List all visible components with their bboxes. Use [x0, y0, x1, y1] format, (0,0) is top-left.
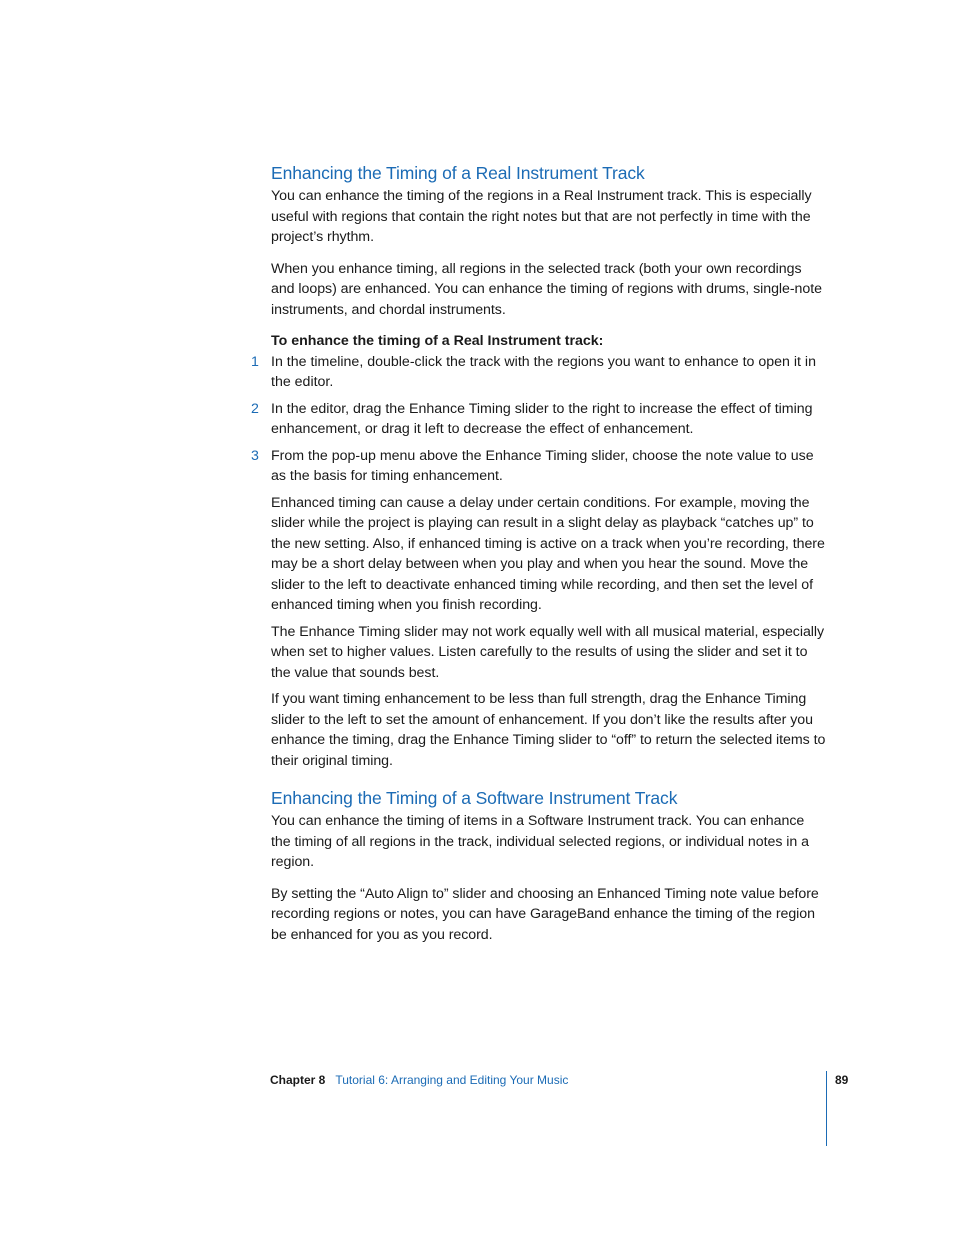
body-paragraph: You can enhance the timing of items in a Software Instrument track. You can enhance the timing of all regions in the track, individual selected regions, or individual notes in a region.	[271, 813, 809, 870]
footer-chapter-title: Tutorial 6: Arranging and Editing Your Music	[335, 1073, 569, 1087]
body-paragraph: If you want timing enhancement to be less than full strength, drag the Enhance Timing slider to the left to set the amount of enhancement. If you don’t like the results after you enhance the timing, drag the Enhance Timing slider to “off” to return the selected items to their original timing.	[271, 691, 826, 769]
page-footer	[270, 1071, 568, 1089]
footer-chapter: Chapter 8	[270, 1073, 326, 1087]
footer-divider	[826, 1071, 827, 1146]
section-heading-software-instrument: Enhancing the Timing of a Software Instrument Track	[271, 788, 678, 808]
task-label: To enhance the timing of a Real Instrument track:	[271, 333, 604, 349]
body-paragraph: By setting the “Auto Align to” slider and choosing an Enhanced Timing note value before recording regions or notes, you can have GarageBand enhance the timing of the region be enhanced for you as you record.	[271, 885, 819, 943]
body-paragraph: The Enhance Timing slider may not work equally well with all musical material, especially when set to higher values. Listen carefully to the results of using the slider and set it to the value that sounds best.	[271, 623, 825, 681]
step-text: In the timeline, double-click the track with the regions you want to enhance to open it in the editor.	[271, 353, 816, 390]
page-content	[251, 160, 827, 945]
step-item	[251, 446, 827, 487]
step-text: In the editor, drag the Enhance Timing slider to the right to increase the effect of timing enhancement, or drag it left to decrease the effect of enhancement.	[271, 400, 813, 437]
body-paragraph: When you enhance timing, all regions in the selected track (both your own recordings and loops) are enhanced. You can enhance the timing of regions with drums, single-note instruments, and chordal instruments.	[271, 260, 822, 318]
body-paragraph: Enhanced timing can cause a delay under certain conditions. For example, moving the slider while the project is playing can result in a slight delay as playback “catches up” to the new setting. Also, if enhanced timing is active on a track when you’re recording, there may be a short delay between when you play and when you hear the sound. Move the slider to the left to deactivate enhanced timing while recording, and then set the level of enhanced timing when you finish recording.	[271, 494, 825, 613]
step-item	[251, 399, 827, 440]
step-item	[251, 352, 827, 393]
step-text: From the pop-up menu above the Enhance Timing slider, choose the note value to use as the basis for timing enhancement.	[271, 447, 814, 484]
step-number: 2	[251, 400, 259, 417]
body-paragraph: You can enhance the timing of the regions in a Real Instrument track. This is especially useful with regions that contain the right notes but that are not perfectly in time with the project’s rhythm.	[271, 188, 812, 245]
page-number: 89	[835, 1073, 849, 1087]
step-number: 3	[251, 447, 259, 464]
step-number: 1	[251, 353, 259, 370]
section-heading-real-instrument: Enhancing the Timing of a Real Instrument Track	[271, 163, 645, 183]
steps-list	[251, 352, 827, 487]
